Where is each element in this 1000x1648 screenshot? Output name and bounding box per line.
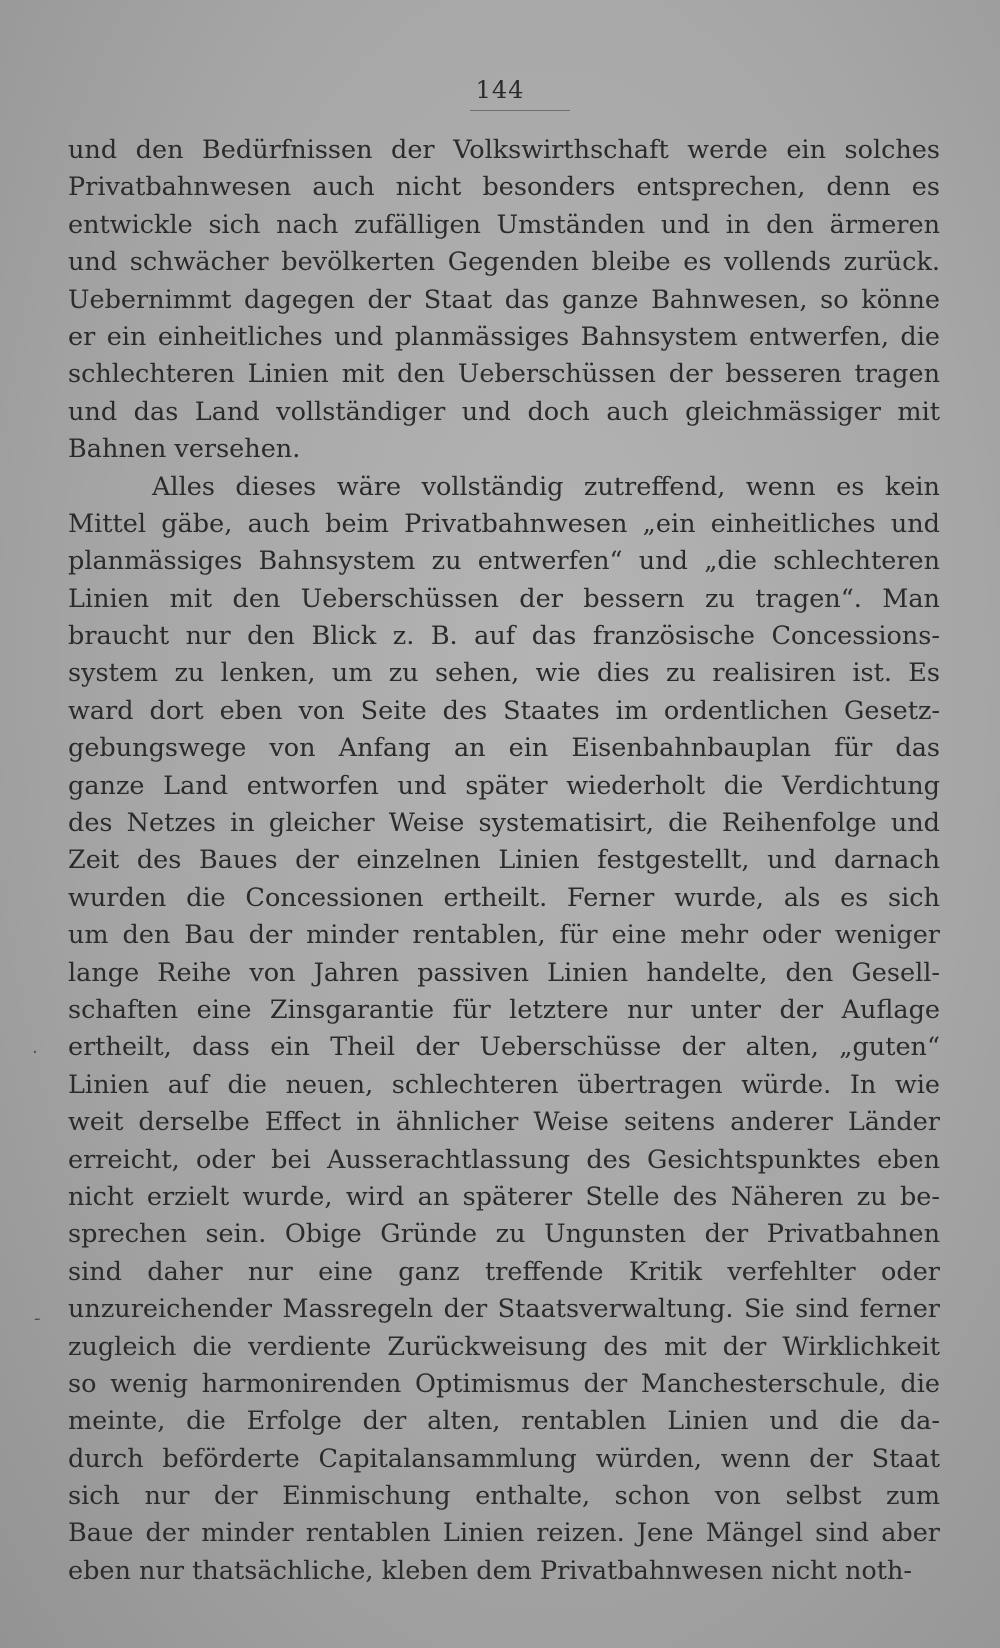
text-line: Baue der minder rentablen Linien reizen. Jene Mängel sind aber (68, 1518, 940, 1549)
paragraph (68, 469, 940, 1591)
text-line: lange Reihe von Jahren passiven Linien handelte, den Gesell- (68, 957, 940, 988)
text-line: meinte, die Erfolge der alten, rentablen Linien und die da- (68, 1406, 940, 1437)
text-line: schlechteren Linien mit den Ueberschüssen der besseren tragen (68, 359, 940, 390)
text-line: entwickle sich nach zufälligen Umständen und in den ärmeren (68, 209, 940, 240)
text-line: er ein einheitliches und planmässiges Bahnsystem entwerfen, die (68, 321, 940, 352)
page-number: 144 (475, 76, 525, 104)
text-line: system zu lenken, um zu sehen, wie dies zu realisiren ist. Es (68, 658, 940, 689)
text-line: nicht erzielt wurde, wird an späterer Stelle des Näheren zu be- (68, 1181, 940, 1212)
text-line: ganze Land entworfen und später wiederholt die Verdichtung (68, 770, 940, 801)
text-line: so wenig harmonirenden Optimismus der Manchesterschule, die (68, 1368, 940, 1399)
text-line: sprechen sein. Obige Gründe zu Ungunsten der Privatbahnen (68, 1219, 940, 1250)
text-line: eben nur thatsächliche, kleben dem Privatbahnwesen nicht noth- (68, 1555, 913, 1586)
text-line: unzureichender Massregeln der Staatsverwaltung. Sie sind ferner (68, 1294, 940, 1325)
text-line: Linien mit den Ueberschüssen der bessern zu tragen“. Man (68, 583, 940, 614)
text-line: zugleich die verdiente Zurückweisung des mit der Wirklichkeit (68, 1331, 940, 1362)
body-text (68, 132, 940, 1590)
text-line: Privatbahnwesen auch nicht besonders entsprechen, denn es (68, 172, 940, 203)
text-line: ertheilt, dass ein Theil der Ueberschüsse der alten, „guten“ (68, 1032, 940, 1063)
text-line: wurden die Concessionen ertheilt. Ferner wurde, als es sich (68, 882, 940, 913)
text-line: Uebernimmt dagegen der Staat das ganze Bahnwesen, so könne (68, 284, 940, 315)
text-line: gebungswege von Anfang an ein Eisenbahnbauplan für das (68, 733, 940, 764)
text-line: sich nur der Einmischung enthalte, schon von selbst zum (68, 1481, 940, 1512)
text-line: Bahnen versehen. (68, 434, 301, 465)
text-line: um den Bau der minder rentablen, für eine mehr oder weniger (68, 920, 940, 951)
text-line: weit derselbe Effect in ähnlicher Weise seitens anderer Länder (68, 1107, 940, 1138)
margin-dash: - (34, 1308, 41, 1329)
text-line: durch beförderte Capitalansammlung würden, wenn der Staat (68, 1443, 940, 1474)
paragraph (68, 132, 940, 469)
text-line: sind daher nur eine ganz treffende Kritik verfehlter oder (68, 1256, 940, 1287)
text-line: des Netzes in gleicher Weise systematisirt, die Reihenfolge und (68, 808, 940, 839)
text-line: braucht nur den Blick z. B. auf das französische Concessions- (68, 621, 940, 652)
header-rule (470, 110, 570, 111)
margin-dot: · (32, 1042, 38, 1063)
text-line: planmässiges Bahnsystem zu entwerfen“ und „die schlechteren (68, 546, 940, 577)
text-line: und schwächer bevölkerten Gegenden bleibe es vollends zurück. (68, 247, 940, 278)
text-line: Zeit des Baues der einzelnen Linien festgestellt, und darnach (68, 845, 940, 876)
text-line: und den Bedürfnissen der Volkswirthschaft werde ein solches (68, 135, 940, 165)
text-line: schaften eine Zinsgarantie für letztere nur unter der Auflage (68, 994, 940, 1025)
text-line: erreicht, oder bei Ausserachtlassung des Gesichtspunktes eben (68, 1144, 940, 1175)
text-line: Alles dieses wäre vollständig zutreffend, wenn es kein (152, 471, 940, 502)
text-line: ward dort eben von Seite des Staates im ordentlichen Gesetz- (68, 695, 940, 726)
text-line: Linien auf die neuen, schlechteren übertragen würde. In wie (68, 1069, 940, 1100)
text-line: Mittel gäbe, auch beim Privatbahnwesen „ein einheitliches und (68, 508, 940, 539)
text-line: und das Land vollständiger und doch auch gleichmässiger mit (68, 396, 940, 427)
